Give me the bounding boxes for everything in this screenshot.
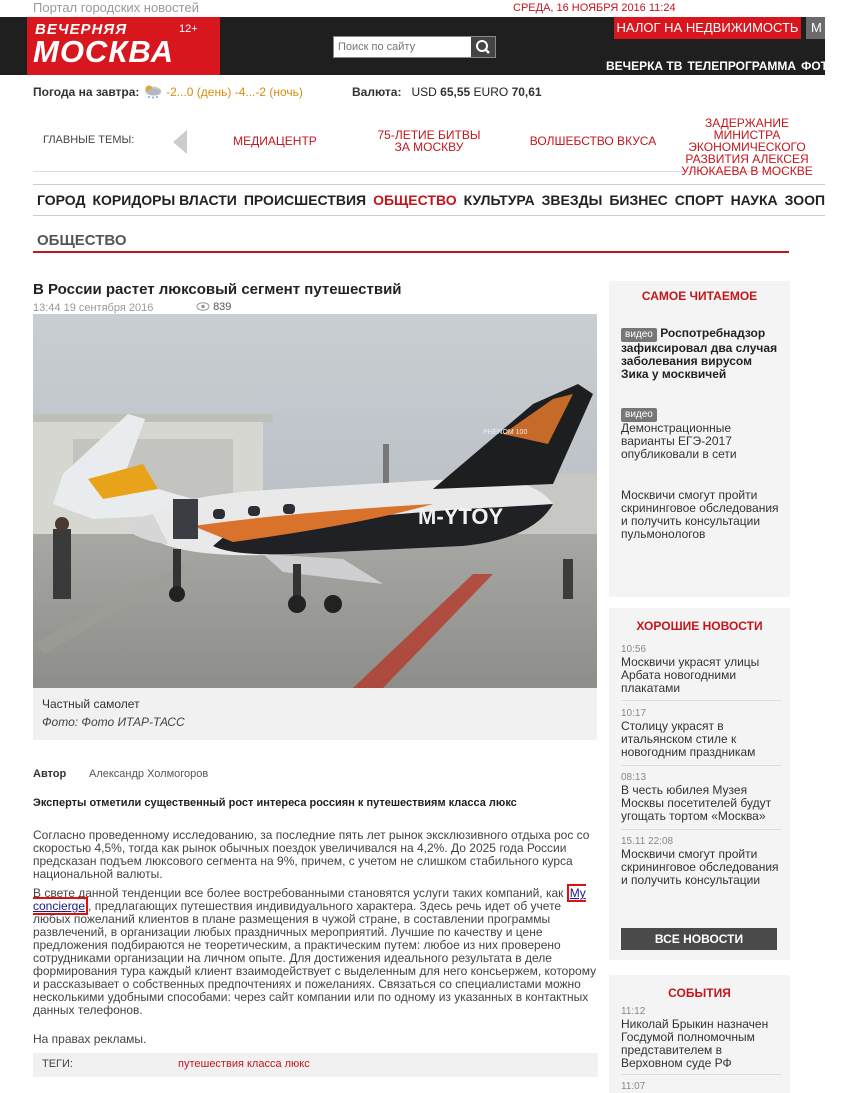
article-title: В России растет люксовый сегмент путешествий bbox=[33, 281, 402, 298]
article-photo bbox=[33, 314, 597, 688]
nav-science[interactable]: НАУКА bbox=[730, 192, 778, 208]
photo-caption-box bbox=[33, 688, 597, 740]
property-tax-button[interactable]: НАЛОГ НА НЕДВИЖИМОСТЬ bbox=[614, 17, 801, 39]
jet-model: PHENOM 100 bbox=[483, 429, 528, 436]
nav-business[interactable]: БИЗНЕС bbox=[609, 192, 668, 208]
nav-stars[interactable]: ЗВЕЗДЫ bbox=[541, 192, 603, 208]
search-button[interactable] bbox=[471, 37, 495, 57]
divider bbox=[621, 700, 781, 701]
currency-label: Валюта: bbox=[352, 85, 402, 99]
good-news-text-4: Москвичи смогут пройти скрининговое обследования и получить консультации bbox=[621, 847, 779, 887]
portal-tagline: Портал городских новостей bbox=[33, 0, 199, 15]
main-themes bbox=[33, 113, 813, 178]
sidebar-good-news bbox=[609, 608, 790, 960]
most-read-title: САМОЕ ЧИТАЕМОЕ bbox=[641, 289, 758, 303]
video-badge: видео bbox=[621, 328, 657, 342]
search-icon bbox=[471, 37, 495, 57]
current-date: СРЕДА, 16 НОЯБРЯ 2016 11:24 bbox=[513, 2, 676, 14]
usd-rate: 65,55 bbox=[440, 85, 471, 99]
search-input[interactable] bbox=[334, 37, 470, 57]
events-item-2[interactable] bbox=[621, 1079, 781, 1093]
euro-rate: 70,61 bbox=[511, 85, 542, 99]
divider bbox=[621, 1074, 781, 1075]
paragraph-2-end: , предлагающих путешествия индивидуального характера. Здесь речь идет об учете любых пожеланий клиентов в плане размещения в чужой стране, в составлении программы развлечений, в организации любых праздничных мероприятий. Лучшие по качеству и цене предложения подбираются не теоретическим, а практическим путем: любое из них проверено сотрудниками организации на личном опыте. Для достижения идеального результата в деле формирования тура каждый клиент взаимодействует с выделенным для него консьержем, которому и рассказывает о собственных предпочтениях и пожеланиях. Связаться со специалистами можно несколькими удобными способами: через сайт компании или по одному из указанных в контактных данных телефонов. bbox=[33, 899, 597, 1017]
m-tab[interactable]: М bbox=[806, 17, 825, 39]
sidebar-events bbox=[609, 975, 790, 1093]
weather-label: Погода на завтра: bbox=[33, 85, 140, 99]
good-news-time-4: 15.11 22:08 bbox=[621, 836, 674, 847]
private-jet-photo bbox=[33, 314, 597, 688]
divider bbox=[621, 765, 781, 766]
top-link-photo[interactable]: ФОТО bbox=[801, 59, 838, 73]
top-links bbox=[606, 58, 867, 74]
nav-sport[interactable]: СПОРТ bbox=[674, 192, 724, 208]
tags-label: ТЕГИ: bbox=[42, 1058, 73, 1070]
top-link-more[interactable]: ВЫ bbox=[842, 59, 863, 73]
theme-magic-taste[interactable]: ВОЛШЕБСТВО ВКУСА bbox=[529, 134, 657, 148]
article-time: 13:44 19 сентября 2016 bbox=[33, 302, 154, 314]
good-news-text-3: В честь юбилея Музея Москвы посетителей будут угощать тортом «Москва» bbox=[621, 783, 772, 823]
weather-night: -4...-2 (ночь) bbox=[234, 85, 303, 99]
most-read-item-3[interactable] bbox=[621, 489, 781, 541]
good-news-title: ХОРОШИЕ НОВОСТИ bbox=[636, 619, 763, 633]
nav-society[interactable]: ОБЩЕСТВО bbox=[373, 192, 457, 208]
nav-city[interactable]: ГОРОД bbox=[37, 192, 86, 208]
good-news-item-4[interactable] bbox=[621, 834, 781, 916]
theme-ulyukaev[interactable]: ЗАДЕРЖАНИЕ МИНИСТРА ЭКОНОМИЧЕСКОГО РАЗВИТИЯ АЛЕКСЕЯ УЛЮКАЕВА В МОСКВЕ bbox=[681, 116, 813, 178]
divider bbox=[621, 829, 781, 830]
nav-power[interactable]: КОРИДОРЫ ВЛАСТИ bbox=[92, 192, 237, 208]
nav-incidents[interactable]: ПРОИСШЕСТВИЯ bbox=[243, 192, 367, 208]
video-badge: видео bbox=[621, 408, 657, 422]
good-news-item-2[interactable] bbox=[621, 706, 781, 759]
logo-top-text: ВЕЧЕРНЯЯ bbox=[35, 21, 128, 38]
author-label: Автор bbox=[33, 768, 67, 780]
paragraph-2-start: В свете данной тенденции все более востребованными становятся услуги таких компаний, как bbox=[33, 886, 567, 900]
good-news-time-1: 10:56 bbox=[621, 644, 647, 655]
nav-zoo[interactable]: ЗООП bbox=[784, 192, 826, 208]
age-rating: 12+ bbox=[179, 23, 198, 35]
good-news-text-1: Москвичи украсят улицы Арбата новогодними плакатами bbox=[621, 655, 760, 695]
good-news-text-2: Столицу украсят в итальянском стиле к новогодним праздникам bbox=[621, 719, 756, 759]
article-paragraph-3: На правах рекламы. bbox=[33, 1032, 147, 1046]
theme-mediacenter[interactable]: МЕДИАЦЕНТР bbox=[233, 134, 317, 148]
section-divider bbox=[33, 251, 789, 253]
search-box bbox=[333, 36, 496, 58]
photo-caption: Частный самолет bbox=[42, 697, 140, 711]
events-time-2: 11:07 bbox=[621, 1081, 646, 1092]
jet-registration: M-YTOY bbox=[418, 504, 504, 529]
logo-main-text: МОСКВА bbox=[33, 34, 174, 69]
events-text-1: Николай Брыкин назначен Госдумой полномочным представителем в Верховном суде РФ bbox=[621, 1017, 769, 1070]
weather-day: -2...0 (день) bbox=[166, 85, 232, 99]
most-read-item-1-text: Роспотребнадзор зафиксировал два случая заболевания вирусом Зика у москвичей bbox=[621, 326, 778, 381]
good-news-item-1[interactable] bbox=[621, 642, 781, 695]
eye-icon bbox=[196, 302, 210, 311]
nav-culture[interactable]: КУЛЬТУРА bbox=[463, 192, 535, 208]
good-news-time-2: 10:17 bbox=[621, 708, 647, 719]
most-read-item-2-text: Демонстрационные варианты ЕГЭ-2017 опубликовали в сети bbox=[621, 421, 737, 461]
most-read-item-2[interactable] bbox=[621, 407, 781, 461]
events-title: СОБЫТИЯ bbox=[668, 986, 731, 1000]
my-concierge-link[interactable]: My concierge bbox=[33, 886, 586, 913]
main-nav bbox=[33, 184, 825, 216]
currency-widget bbox=[352, 85, 542, 99]
tag-link[interactable]: путешествия класса люкс bbox=[178, 1058, 310, 1070]
top-link-tv[interactable]: ВЕЧЕРКА ТВ bbox=[606, 59, 683, 73]
article-tags bbox=[33, 1053, 598, 1077]
author-name[interactable]: Александр Холмогоров bbox=[89, 768, 209, 780]
article-lead: Эксперты отметили существенный рост интереса россиян к путешествиям класса люкс bbox=[33, 797, 517, 809]
events-item-1[interactable] bbox=[621, 1004, 781, 1070]
all-news-button[interactable]: ВСЕ НОВОСТИ bbox=[621, 928, 777, 950]
euro-label: EURO bbox=[473, 85, 509, 99]
article-paragraph-1: Согласно проведенному исследованию, за последние пять лет рынок эксклюзивного отдыха рос со скоростью 4,5%, тогда как рынок обычных поездок увеличивался на 4,2%. До 2025 года России предсказан подъем люксового сегмента на 9%, причем, с учетом не слишком стабильного курса национальной валюты. bbox=[33, 828, 590, 881]
weather-snow-cloud-icon bbox=[143, 85, 163, 99]
themes-label: ГЛАВНЫЕ ТЕМЫ: bbox=[43, 134, 135, 146]
article-paragraph-2 bbox=[33, 887, 598, 1017]
photo-credit: Фото: Фото ИТАР-ТАСС bbox=[42, 715, 185, 729]
theme-battle-moscow[interactable]: 75-ЛЕТИЕ БИТВЫ ЗА МОСКВУ bbox=[377, 128, 481, 154]
section-title: ОБЩЕСТВО bbox=[37, 232, 127, 249]
most-read-item-3-text: Москвичи смогут пройти скрининговое обследования и получить консультации пульмонологов bbox=[621, 488, 779, 541]
usd-label: USD bbox=[411, 85, 437, 99]
weather-widget bbox=[33, 85, 303, 99]
events-time-1: 11:12 bbox=[621, 1006, 646, 1017]
good-news-time-3: 08:13 bbox=[621, 772, 647, 783]
site-logo[interactable] bbox=[27, 17, 220, 75]
most-read-item-1[interactable] bbox=[621, 327, 781, 381]
views-count: 839 bbox=[213, 301, 232, 313]
article-views bbox=[196, 301, 231, 313]
sidebar-most-read bbox=[609, 281, 790, 597]
top-link-tvguide[interactable]: ТЕЛЕПРОГРАММА bbox=[687, 59, 797, 73]
good-news-item-3[interactable] bbox=[621, 770, 781, 823]
themes-prev-arrow-icon[interactable] bbox=[173, 130, 187, 154]
